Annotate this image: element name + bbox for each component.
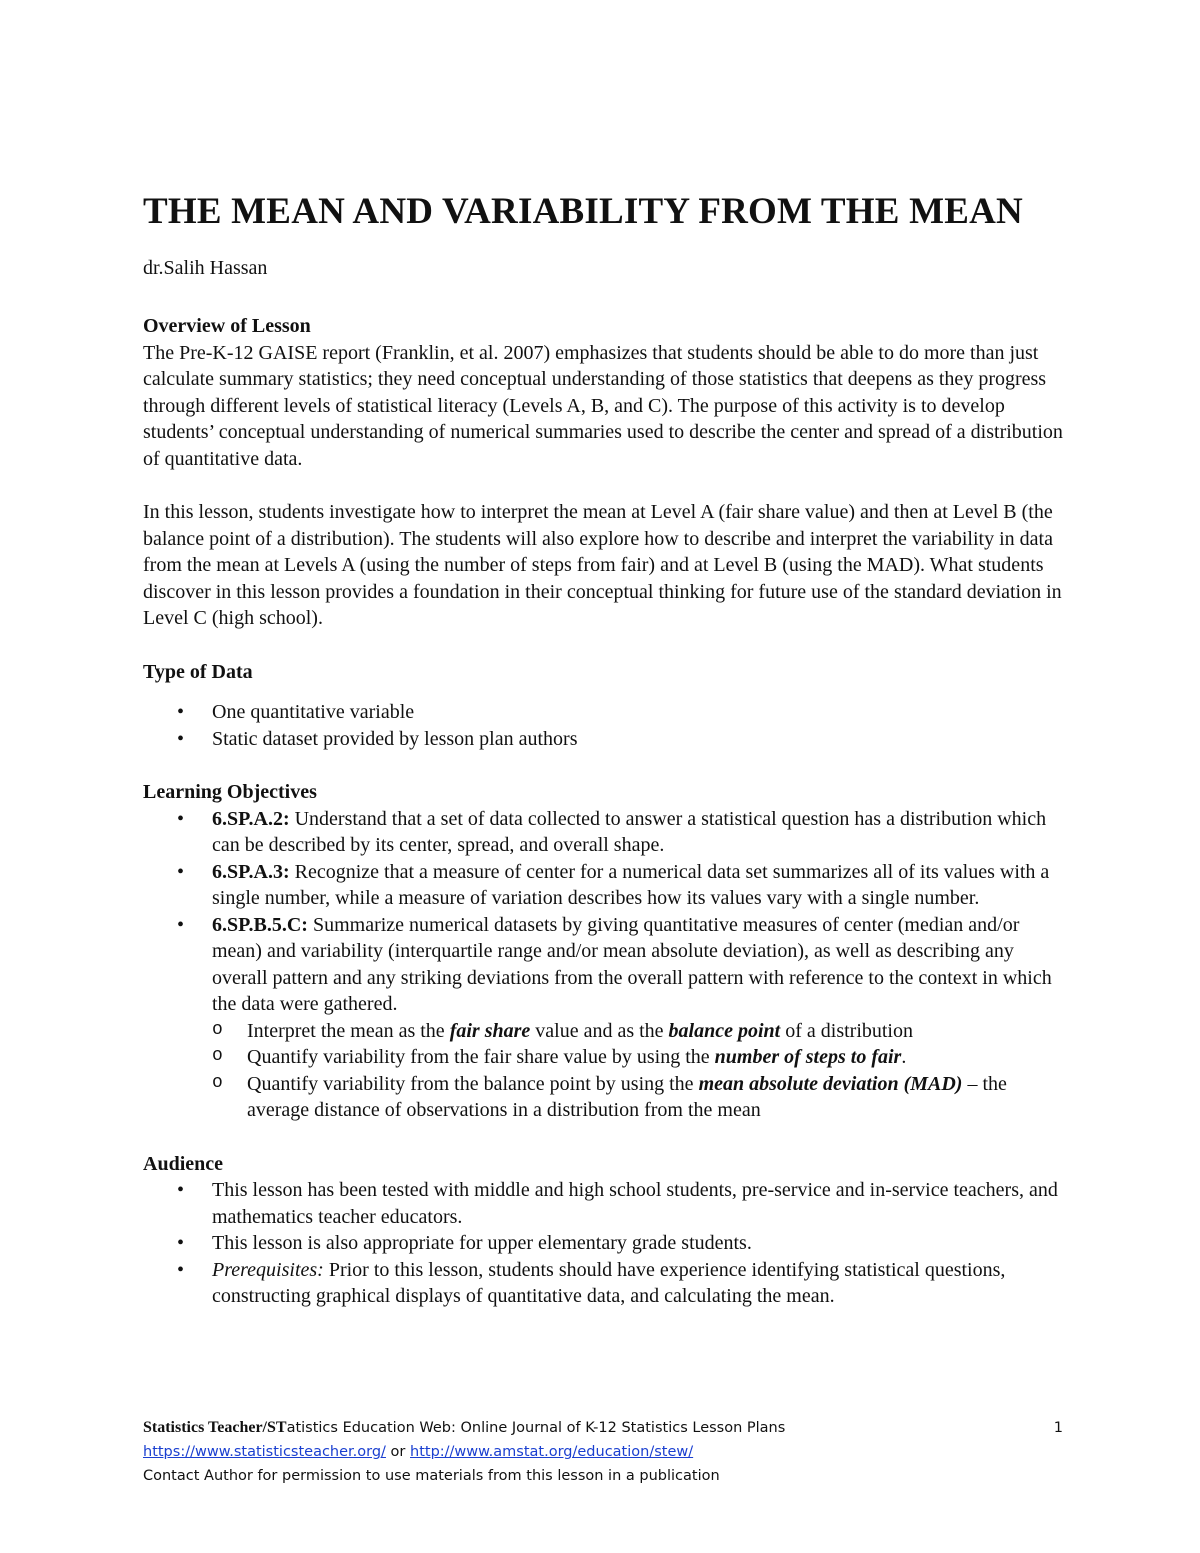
audience-list xyxy=(143,1177,1063,1310)
sub-item: o Interpret the mean as the fair share value and as the balance point of a distribution xyxy=(212,1018,1063,1045)
page-title: THE MEAN AND VARIABILITY FROM THE MEAN xyxy=(143,191,1023,232)
footer-or: or xyxy=(385,1444,411,1460)
sub-item: o Quantify variability from the balance point by using the mean absolute deviation (MAD) – the average distance of observations in a distribution from the mean xyxy=(212,1071,1063,1124)
learning-objectives-heading: Learning Objectives xyxy=(143,781,317,803)
document-body xyxy=(143,313,1063,1310)
footer-journal-text: atistics Education Web: Online Journal of K-12 Statistics Lesson Plans xyxy=(286,1420,786,1436)
list-item: • One quantitative variable xyxy=(143,699,1063,726)
objective-sublist xyxy=(212,1018,1063,1124)
type-of-data-list xyxy=(143,699,1063,752)
objective-text: Understand that a set of data collected to answer a statistical question has a distribution which can be described by its center, spread, and overall shape. xyxy=(212,807,1047,856)
sub-item: o Quantify variability from the fair share value by using the number of steps to fair. xyxy=(212,1044,1063,1071)
objective-code: 6.SP.A.2: xyxy=(212,807,290,830)
objective-text: Summarize numerical datasets by giving quantitative measures of center (median and/or mean) and variability (interquartile range and/or mean absolute deviation), as well as describing any overall pattern and any striking deviations from the overall pattern with reference to the context in which the data were gathered. xyxy=(212,913,1052,1015)
list-item: • This lesson is also appropriate for upper elementary grade students. xyxy=(143,1230,1063,1257)
overview-paragraph-1: The Pre-K-12 GAISE report (Franklin, et al. 2007) emphasizes that students should be able to do more than just calculate summary statistics; they need conceptual understanding of those statistics that deepens as they progress through different levels of statistical literacy (Levels A, B, and C). The purpose of this activity is to develop students’ conceptual understanding of numerical summaries used to describe the center and spread of a distribution of quantitative data. xyxy=(143,341,1063,470)
objective-item xyxy=(143,912,1063,1124)
prerequisites-label: Prerequisites: xyxy=(212,1258,324,1281)
audience-heading: Audience xyxy=(143,1152,223,1175)
page-footer xyxy=(143,1416,1063,1488)
list-item xyxy=(143,1257,1063,1310)
page-number: 1 xyxy=(1053,1420,1063,1436)
list-item: • This lesson has been tested with middle and high school students, pre-service and in-service teachers, and mathematics teacher educators. xyxy=(143,1177,1063,1230)
amstat-link[interactable]: http://www.amstat.org/education/stew/ xyxy=(410,1444,694,1460)
overview-heading: Overview of Lesson xyxy=(143,315,311,337)
objective-item xyxy=(143,806,1063,859)
overview-paragraph-2: In this lesson, students investigate how to interpret the mean at Level A (fair share value) and then at Level B (the balance point of a distribution). The students will also explore how to describe and interpret the variability in data from the mean at Levels A (using the number of steps from fair) and at Level B (using the MAD). What students discover in this lesson provides a foundation in their conceptual thinking for future use of the standard deviation in Level C (high school). xyxy=(143,501,1062,629)
list-item: • Static dataset provided by lesson plan authors xyxy=(143,726,1063,753)
footer-journal-bold: Statistics Teacher/ST xyxy=(143,1419,287,1436)
objective-code: 6.SP.B.5.C: xyxy=(212,913,308,936)
type-of-data-heading: Type of Data xyxy=(143,660,253,683)
footer-contact: Contact Author for permission to use materials from this lesson in a publication xyxy=(143,1468,720,1484)
objective-code: 6.SP.A.3: xyxy=(212,860,290,883)
objective-item xyxy=(143,859,1063,912)
author-name: dr.Salih Hassan xyxy=(143,257,268,279)
objectives-list xyxy=(143,806,1063,1124)
prerequisites-text: Prior to this lesson, students should have experience identifying statistical questions, constructing graphical displays of quantitative data, and calculating the mean. xyxy=(212,1258,1006,1307)
objective-text: Recognize that a measure of center for a numerical data set summarizes all of its values with a single number, while a measure of variation describes how its values vary with a single number. xyxy=(212,860,1050,909)
statisticsteacher-link[interactable]: https://www.statisticsteacher.org/ xyxy=(143,1444,386,1460)
